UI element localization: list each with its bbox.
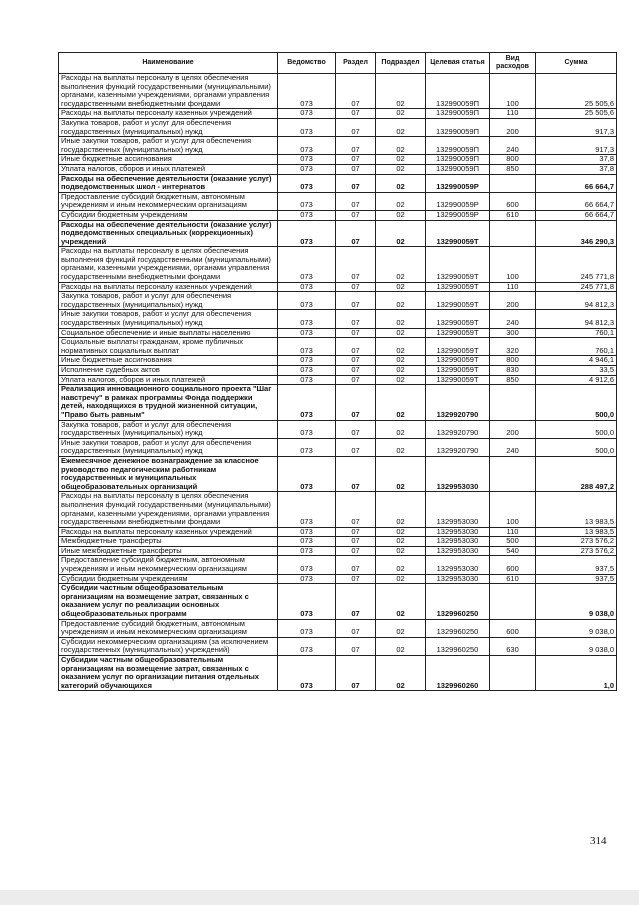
cell-name: Иные бюджетные ассигнования — [59, 155, 278, 165]
cell-type: 600 — [490, 556, 536, 574]
cell-section: 07 — [336, 385, 376, 420]
cell-dept: 073 — [278, 537, 336, 547]
cell-subsection: 02 — [376, 109, 426, 119]
cell-type: 100 — [490, 247, 536, 282]
cell-subsection: 02 — [376, 420, 426, 438]
header-sum: Сумма — [536, 53, 617, 74]
table-row-group — [59, 174, 617, 192]
table-row-group — [59, 656, 617, 691]
cell-section: 07 — [336, 537, 376, 547]
cell-subsection: 02 — [376, 574, 426, 584]
cell-subsection: 02 — [376, 356, 426, 366]
cell-section: 07 — [336, 247, 376, 282]
cell-name: Расходы на выплаты персоналу в целях обеспечения выполнения функций государственными (муниципальными) органами, казенными учреждениями, органами управления государственными внебюджетными фондами — [59, 247, 278, 282]
cell-section: 07 — [336, 546, 376, 556]
table-row — [59, 247, 617, 282]
cell-section: 07 — [336, 118, 376, 136]
cell-target: 132990059Т — [426, 292, 490, 310]
cell-sum: 9 038,0 — [536, 584, 617, 619]
table-row — [59, 192, 617, 210]
cell-name: Расходы на выплаты персоналу в целях обеспечения выполнения функций государственными (муниципальными) органами, казенными учреждениями, органами управления государственными внебюджетными фондами — [59, 74, 278, 109]
cell-subsection: 02 — [376, 174, 426, 192]
header-subsection: Подраздел — [376, 53, 426, 74]
cell-section: 07 — [336, 338, 376, 356]
table-row — [59, 210, 617, 220]
cell-type — [490, 584, 536, 619]
cell-dept: 073 — [278, 584, 336, 619]
cell-dept: 073 — [278, 366, 336, 376]
cell-type: 200 — [490, 292, 536, 310]
cell-dept: 073 — [278, 292, 336, 310]
cell-name: Закупка товаров, работ и услуг для обеспечения государственных (муниципальных) нужд — [59, 420, 278, 438]
cell-section: 07 — [336, 356, 376, 366]
cell-name: Исполнение судебных актов — [59, 366, 278, 376]
cell-section: 07 — [336, 375, 376, 385]
cell-type: 200 — [490, 118, 536, 136]
header-name: Наименование — [59, 53, 278, 74]
cell-name: Межбюджетные трансферты — [59, 537, 278, 547]
budget-table — [58, 52, 617, 691]
table-row-group — [59, 584, 617, 619]
cell-section: 07 — [336, 492, 376, 527]
cell-name: Уплата налогов, сборов и иных платежей — [59, 164, 278, 174]
table-row — [59, 420, 617, 438]
cell-section: 07 — [336, 192, 376, 210]
cell-sum: 25 505,6 — [536, 109, 617, 119]
table-row — [59, 637, 617, 655]
cell-sum: 37,8 — [536, 155, 617, 165]
cell-dept: 073 — [278, 546, 336, 556]
page-number: 314 — [590, 835, 607, 847]
cell-dept: 073 — [278, 328, 336, 338]
cell-dept: 073 — [278, 137, 336, 155]
cell-name: Иные закупки товаров, работ и услуг для обеспечения государственных (муниципальных) нужд — [59, 137, 278, 155]
cell-subsection: 02 — [376, 118, 426, 136]
table-row — [59, 109, 617, 119]
table-row — [59, 292, 617, 310]
cell-type: 240 — [490, 310, 536, 328]
cell-target: 1329960250 — [426, 637, 490, 655]
cell-name: Иные бюджетные ассигнования — [59, 356, 278, 366]
cell-name: Иные межбюджетные трансферты — [59, 546, 278, 556]
cell-type: 830 — [490, 366, 536, 376]
cell-name: Субсидии частным общеобразовательным организациям на возмещение затрат, связанных с оказанием услуг по организации питания отдельных категорий обучающихся — [59, 656, 278, 691]
cell-section: 07 — [336, 420, 376, 438]
cell-sum: 500,0 — [536, 420, 617, 438]
cell-target: 1329953030 — [426, 537, 490, 547]
cell-name: Субсидии бюджетным учреждениям — [59, 574, 278, 584]
cell-sum: 1,0 — [536, 656, 617, 691]
cell-dept: 073 — [278, 247, 336, 282]
cell-target: 132990059Р — [426, 210, 490, 220]
cell-target: 132990059Т — [426, 310, 490, 328]
cell-dept: 073 — [278, 174, 336, 192]
cell-target: 132990059П — [426, 109, 490, 119]
cell-sum: 94 812,3 — [536, 292, 617, 310]
header-dept: Ведомство — [278, 53, 336, 74]
cell-type: 200 — [490, 420, 536, 438]
cell-dept: 073 — [278, 637, 336, 655]
cell-subsection: 02 — [376, 137, 426, 155]
cell-name: Закупка товаров, работ и услуг для обеспечения государственных (муниципальных) нужд — [59, 292, 278, 310]
cell-subsection: 02 — [376, 155, 426, 165]
cell-sum: 245 771,8 — [536, 282, 617, 292]
cell-target: 1329953030 — [426, 527, 490, 537]
cell-subsection: 02 — [376, 619, 426, 637]
cell-type: 610 — [490, 210, 536, 220]
cell-sum: 9 038,0 — [536, 637, 617, 655]
cell-sum: 13 983,5 — [536, 492, 617, 527]
cell-target: 132990059П — [426, 155, 490, 165]
table-row — [59, 310, 617, 328]
table-row — [59, 356, 617, 366]
cell-sum: 917,3 — [536, 137, 617, 155]
cell-subsection: 02 — [376, 546, 426, 556]
cell-name: Расходы на выплаты персоналу казенных учреждений — [59, 527, 278, 537]
cell-subsection: 02 — [376, 192, 426, 210]
cell-section: 07 — [336, 574, 376, 584]
cell-sum: 937,5 — [536, 574, 617, 584]
cell-subsection: 02 — [376, 584, 426, 619]
cell-subsection: 02 — [376, 282, 426, 292]
cell-target: 132990059П — [426, 164, 490, 174]
cell-subsection: 02 — [376, 338, 426, 356]
cell-sum: 346 290,3 — [536, 220, 617, 247]
cell-name: Субсидии некоммерческим организациям (за исключением государственных (муниципальных) учреждений) — [59, 637, 278, 655]
cell-section: 07 — [336, 656, 376, 691]
cell-name: Иные закупки товаров, работ и услуг для обеспечения государственных (муниципальных) нужд — [59, 438, 278, 456]
table-row — [59, 438, 617, 456]
cell-subsection: 02 — [376, 385, 426, 420]
cell-section: 07 — [336, 619, 376, 637]
cell-dept: 073 — [278, 164, 336, 174]
cell-type: 600 — [490, 192, 536, 210]
cell-name: Субсидии частным общеобразовательным организациям на возмещение затрат, связанных с оказанием услуг по реализации основных общеобразовательных программ — [59, 584, 278, 619]
cell-name: Субсидии бюджетным учреждениям — [59, 210, 278, 220]
cell-sum: 9 038,0 — [536, 619, 617, 637]
cell-target: 1329920790 — [426, 385, 490, 420]
cell-name: Расходы на выплаты персоналу казенных учреждений — [59, 282, 278, 292]
cell-name: Уплата налогов, сборов и иных платежей — [59, 375, 278, 385]
cell-subsection: 02 — [376, 292, 426, 310]
cell-target: 1329953030 — [426, 546, 490, 556]
cell-subsection: 02 — [376, 375, 426, 385]
table-row — [59, 492, 617, 527]
cell-sum: 288 497,2 — [536, 456, 617, 491]
cell-section: 07 — [336, 74, 376, 109]
cell-subsection: 02 — [376, 220, 426, 247]
table-row — [59, 155, 617, 165]
cell-sum: 94 812,3 — [536, 310, 617, 328]
cell-sum: 273 576,2 — [536, 546, 617, 556]
cell-dept: 073 — [278, 375, 336, 385]
cell-name: Расходы на обеспечение деятельности (оказание услуг) подведомственных школ - интернатов — [59, 174, 278, 192]
cell-sum: 4 912,6 — [536, 375, 617, 385]
cell-type — [490, 385, 536, 420]
cell-target: 1329953030 — [426, 456, 490, 491]
cell-sum: 13 983,5 — [536, 527, 617, 537]
cell-target: 1329920790 — [426, 420, 490, 438]
cell-dept: 073 — [278, 456, 336, 491]
table-row — [59, 546, 617, 556]
cell-dept: 073 — [278, 74, 336, 109]
header-section: Раздел — [336, 53, 376, 74]
cell-target: 1329953030 — [426, 492, 490, 527]
cell-target: 132990059Т — [426, 220, 490, 247]
cell-section: 07 — [336, 137, 376, 155]
cell-name: Предоставление субсидий бюджетным, автономным учреждениям и иным некоммерческим организациям — [59, 619, 278, 637]
table-row — [59, 74, 617, 109]
cell-target: 132990059Т — [426, 366, 490, 376]
cell-sum: 273 576,2 — [536, 537, 617, 547]
cell-target: 1329920790 — [426, 438, 490, 456]
cell-sum: 25 505,6 — [536, 74, 617, 109]
cell-sum: 760,1 — [536, 328, 617, 338]
cell-target: 132990059Р — [426, 192, 490, 210]
cell-target: 132990059Р — [426, 174, 490, 192]
cell-target: 1329953030 — [426, 574, 490, 584]
cell-name: Расходы на выплаты персоналу казенных учреждений — [59, 109, 278, 119]
cell-target: 132990059П — [426, 137, 490, 155]
table-row — [59, 118, 617, 136]
cell-type: 300 — [490, 328, 536, 338]
cell-target: 132990059П — [426, 118, 490, 136]
cell-type — [490, 220, 536, 247]
cell-type: 100 — [490, 492, 536, 527]
cell-section: 07 — [336, 366, 376, 376]
cell-name: Расходы на обеспечение деятельности (оказание услуг) подведомственных специальных (коррекционных) учреждений — [59, 220, 278, 247]
cell-sum: 500,0 — [536, 438, 617, 456]
table-row — [59, 282, 617, 292]
cell-dept: 073 — [278, 556, 336, 574]
cell-dept: 073 — [278, 527, 336, 537]
cell-type: 320 — [490, 338, 536, 356]
cell-section: 07 — [336, 584, 376, 619]
header-target: Целевая статья — [426, 53, 490, 74]
cell-type: 500 — [490, 537, 536, 547]
cell-dept: 073 — [278, 310, 336, 328]
cell-dept: 073 — [278, 438, 336, 456]
cell-subsection: 02 — [376, 492, 426, 527]
cell-name: Ежемесячное денежное вознаграждение за классное руководство педагогическим работникам государственных и муниципальных общеобразовательных организаций — [59, 456, 278, 491]
cell-target: 132990059Т — [426, 328, 490, 338]
cell-type: 800 — [490, 356, 536, 366]
cell-section: 07 — [336, 155, 376, 165]
cell-dept: 073 — [278, 220, 336, 247]
cell-target: 1329960250 — [426, 584, 490, 619]
table-row — [59, 164, 617, 174]
cell-type: 610 — [490, 574, 536, 584]
cell-dept: 073 — [278, 155, 336, 165]
cell-section: 07 — [336, 328, 376, 338]
cell-subsection: 02 — [376, 164, 426, 174]
cell-type: 630 — [490, 637, 536, 655]
cell-dept: 073 — [278, 210, 336, 220]
cell-target: 132990059Т — [426, 282, 490, 292]
cell-sum: 33,5 — [536, 366, 617, 376]
cell-type — [490, 456, 536, 491]
cell-section: 07 — [336, 456, 376, 491]
cell-target: 132990059П — [426, 74, 490, 109]
cell-sum: 66 664,7 — [536, 210, 617, 220]
cell-target: 132990059Т — [426, 338, 490, 356]
table-row-group — [59, 220, 617, 247]
cell-dept: 073 — [278, 492, 336, 527]
cell-type: 850 — [490, 164, 536, 174]
cell-subsection: 02 — [376, 637, 426, 655]
cell-section: 07 — [336, 637, 376, 655]
table-row — [59, 537, 617, 547]
cell-subsection: 02 — [376, 527, 426, 537]
cell-section: 07 — [336, 210, 376, 220]
cell-dept: 073 — [278, 338, 336, 356]
cell-subsection: 02 — [376, 556, 426, 574]
table-row-group — [59, 456, 617, 491]
cell-subsection: 02 — [376, 656, 426, 691]
table-row — [59, 375, 617, 385]
cell-sum: 66 664,7 — [536, 174, 617, 192]
cell-type: 540 — [490, 546, 536, 556]
cell-name: Расходы на выплаты персоналу в целях обеспечения выполнения функций государственными (муниципальными) органами, казенными учреждениями, органами управления государственными внебюджетными фондами — [59, 492, 278, 527]
cell-section: 07 — [336, 310, 376, 328]
table-row — [59, 137, 617, 155]
cell-sum: 66 664,7 — [536, 192, 617, 210]
cell-subsection: 02 — [376, 247, 426, 282]
cell-type: 100 — [490, 74, 536, 109]
cell-name: Иные закупки товаров, работ и услуг для обеспечения государственных (муниципальных) нужд — [59, 310, 278, 328]
cell-type: 800 — [490, 155, 536, 165]
cell-type: 240 — [490, 137, 536, 155]
cell-type: 110 — [490, 282, 536, 292]
cell-sum: 917,3 — [536, 118, 617, 136]
cell-type — [490, 174, 536, 192]
table-row — [59, 574, 617, 584]
cell-section: 07 — [336, 164, 376, 174]
cell-type — [490, 656, 536, 691]
cell-dept: 073 — [278, 282, 336, 292]
table-row-group — [59, 385, 617, 420]
cell-section: 07 — [336, 220, 376, 247]
cell-name: Предоставление субсидий бюджетным, автономным учреждениям и иным некоммерческим организациям — [59, 192, 278, 210]
cell-subsection: 02 — [376, 366, 426, 376]
cell-name: Социальное обеспечение и иные выплаты населению — [59, 328, 278, 338]
cell-section: 07 — [336, 438, 376, 456]
cell-dept: 073 — [278, 619, 336, 637]
cell-target: 1329960260 — [426, 656, 490, 691]
cell-sum: 760,1 — [536, 338, 617, 356]
cell-target: 1329953030 — [426, 556, 490, 574]
scan-bottom-band — [0, 890, 639, 905]
cell-sum: 37,8 — [536, 164, 617, 174]
cell-section: 07 — [336, 527, 376, 537]
cell-type: 110 — [490, 109, 536, 119]
table-row — [59, 328, 617, 338]
cell-section: 07 — [336, 109, 376, 119]
cell-sum: 245 771,8 — [536, 247, 617, 282]
cell-subsection: 02 — [376, 210, 426, 220]
cell-section: 07 — [336, 556, 376, 574]
cell-name: Закупка товаров, работ и услуг для обеспечения государственных (муниципальных) нужд — [59, 118, 278, 136]
cell-dept: 073 — [278, 574, 336, 584]
cell-target: 132990059Т — [426, 247, 490, 282]
cell-type: 110 — [490, 527, 536, 537]
table-row — [59, 366, 617, 376]
cell-sum: 937,5 — [536, 556, 617, 574]
cell-subsection: 02 — [376, 328, 426, 338]
cell-subsection: 02 — [376, 74, 426, 109]
cell-name: Реализация инновационного социального проекта "Шаг навстречу" в рамках программы Фонда поддержки детей, находящихся в трудной жизненной ситуации, "Право быть равным" — [59, 385, 278, 420]
cell-type: 240 — [490, 438, 536, 456]
cell-name: Социальные выплаты гражданам, кроме публичных нормативных социальных выплат — [59, 338, 278, 356]
cell-subsection: 02 — [376, 537, 426, 547]
cell-target: 132990059Т — [426, 356, 490, 366]
cell-name: Предоставление субсидий бюджетным, автономным учреждениям и иным некоммерческим организациям — [59, 556, 278, 574]
table-row — [59, 527, 617, 537]
cell-dept: 073 — [278, 420, 336, 438]
cell-dept: 073 — [278, 109, 336, 119]
cell-subsection: 02 — [376, 456, 426, 491]
table-row — [59, 338, 617, 356]
cell-target: 1329960250 — [426, 619, 490, 637]
table-header-row — [59, 53, 617, 74]
cell-dept: 073 — [278, 356, 336, 366]
cell-section: 07 — [336, 292, 376, 310]
cell-type: 850 — [490, 375, 536, 385]
cell-type: 600 — [490, 619, 536, 637]
cell-dept: 073 — [278, 656, 336, 691]
table-row — [59, 619, 617, 637]
cell-target: 132990059Т — [426, 375, 490, 385]
cell-dept: 073 — [278, 192, 336, 210]
cell-sum: 500,0 — [536, 385, 617, 420]
cell-sum: 4 946,1 — [536, 356, 617, 366]
header-type: Вид расходов — [490, 53, 536, 74]
cell-section: 07 — [336, 174, 376, 192]
cell-subsection: 02 — [376, 310, 426, 328]
cell-dept: 073 — [278, 385, 336, 420]
cell-subsection: 02 — [376, 438, 426, 456]
cell-dept: 073 — [278, 118, 336, 136]
table-row — [59, 556, 617, 574]
cell-section: 07 — [336, 282, 376, 292]
